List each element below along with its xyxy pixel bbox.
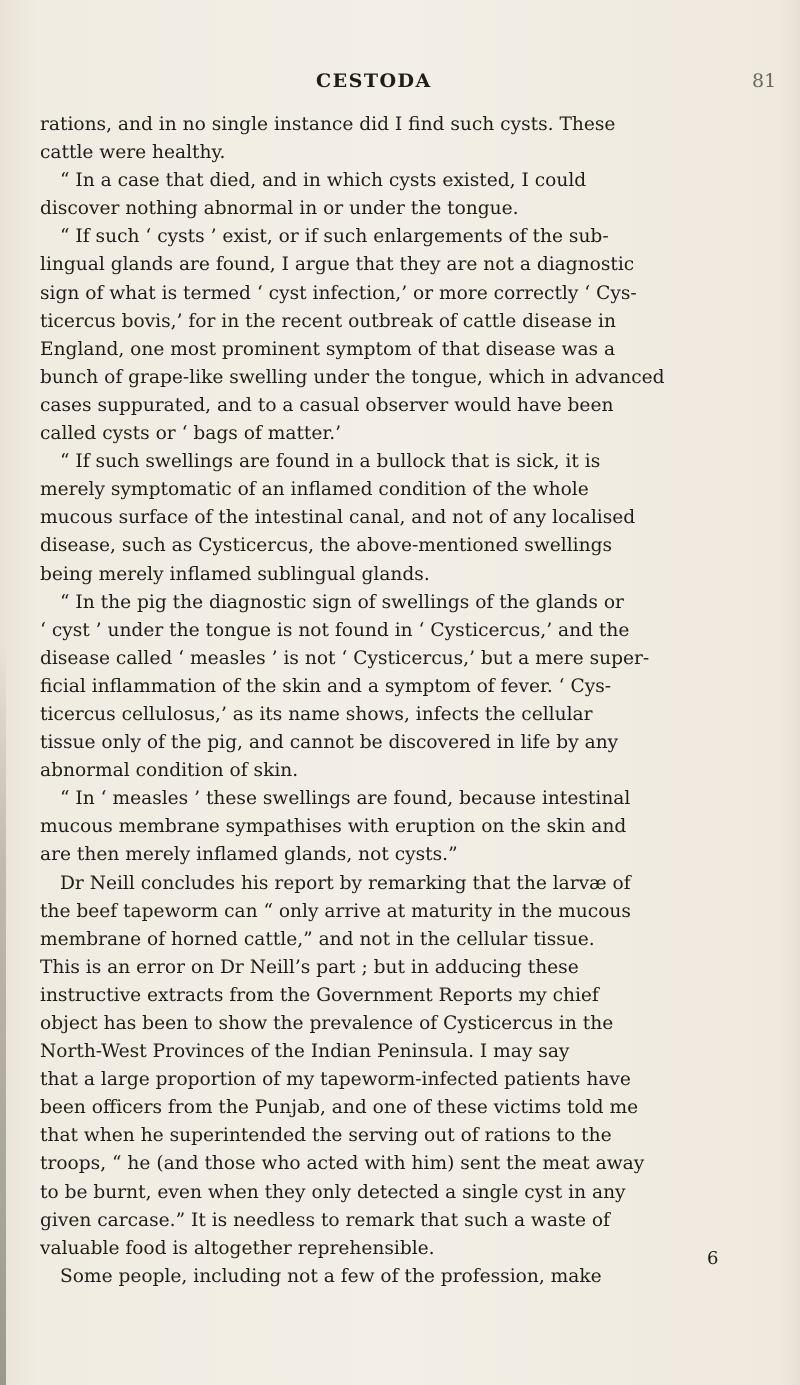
text-line: England, one most prominent symptom of that disease was a (40, 338, 616, 360)
text-line: “ If such swellings are found in a bullock that is sick, it is (60, 451, 601, 473)
running-head-title: CESTODA (316, 70, 432, 92)
text-line: disease called ‘ measles ’ is not ‘ Cysticercus,’ but a mere super- (40, 647, 650, 669)
text-line: been officers from the Punjab, and one of these victims told me (40, 1097, 639, 1119)
text-line: lingual glands are found, I argue that they are not a diagnostic (40, 254, 635, 276)
text-line: bunch of grape-like swelling under the tongue, which in advanced (40, 366, 665, 388)
text-line: disease, such as Cysticercus, the above-mentioned swellings (40, 535, 613, 557)
text-line: cases suppurated, and to a casual observer would have been (40, 394, 614, 416)
text-line: object has been to show the prevalence of Cysticercus in the (40, 1013, 614, 1034)
text-line: North-West Provinces of the Indian Peninsula. I may say (40, 1041, 570, 1063)
text-line: called cysts or ‘ bags of matter.’ (40, 423, 342, 445)
text-line: mucous surface of the intestinal canal, and not of any localised (40, 507, 636, 529)
text-line: discover nothing abnormal in or under the tongue. (40, 198, 519, 220)
text-line: to be burnt, even when they only detected a single cyst in any (40, 1181, 626, 1203)
text-line: that a large proportion of my tapeworm-infected patients have (40, 1069, 631, 1091)
text-line: cattle were healthy. (40, 142, 226, 164)
text-line: tissue only of the pig, and cannot be discovered in life by any (40, 732, 619, 754)
text-line: the beef tapeworm can “ only arrive at maturity in the mucous (40, 900, 631, 922)
text-line: ficial inflammation of the skin and a symptom of fever. ‘ Cys- (40, 675, 612, 697)
text-line: merely symptomatic of an inflamed condition of the whole (40, 479, 589, 501)
text-line: instructive extracts from the Government Reports my chief (40, 984, 599, 1006)
page-binding-shadow (0, 640, 6, 1385)
text-line: rations, and in no single instance did I find such cysts. These (40, 114, 616, 135)
text-line: mucous membrane sympathises with eruption on the skin and (40, 816, 627, 838)
signature-mark: 6 (707, 1248, 719, 1269)
text-line: are then merely inflamed glands, not cysts.” (40, 844, 458, 866)
running-head (0, 70, 800, 94)
text-line: “ In a case that died, and in which cysts existed, I could (60, 170, 587, 192)
text-line: abnormal condition of skin. (40, 760, 299, 782)
text-line: “ In ‘ measles ’ these swellings are found, because intestinal (60, 788, 631, 810)
body-text (40, 111, 780, 1291)
text-line: valuable food is altogether reprehensible. (40, 1237, 435, 1259)
text-line: sign of what is termed ‘ cyst infection,’ or more correctly ‘ Cys- (40, 282, 637, 304)
text-line: troops, “ he (and those who acted with him) sent the meat away (40, 1153, 645, 1175)
text-line: ‘ cyst ’ under the tongue is not found in ‘ Cysticercus,’ and the (40, 619, 630, 641)
text-line: “ In the pig the diagnostic sign of swellings of the glands or (60, 591, 624, 613)
text-line: ticercus cellulosus,’ as its name shows, infects the cellular (40, 703, 593, 725)
text-line: Some people, including not a few of the profession, make (60, 1265, 602, 1287)
text-line: being merely inflamed sublingual glands. (40, 563, 430, 585)
text-line: “ If such ‘ cysts ’ exist, or if such enlargements of the sub- (60, 226, 609, 248)
text-line: membrane of horned cattle,” and not in the cellular tissue. (40, 928, 595, 950)
text-line: that when he superintended the serving out of rations to the (40, 1125, 612, 1147)
text-line: This is an error on Dr Neill’s part ; but in adducing these (40, 956, 579, 978)
text-line: ticercus bovis,’ for in the recent outbreak of cattle disease in (40, 310, 616, 332)
text-line: given carcase.” It is needless to remark that such a waste of (40, 1209, 610, 1231)
page-number: 81 (752, 70, 777, 92)
text-line: Dr Neill concludes his report by remarking that the larvæ of (60, 872, 631, 894)
